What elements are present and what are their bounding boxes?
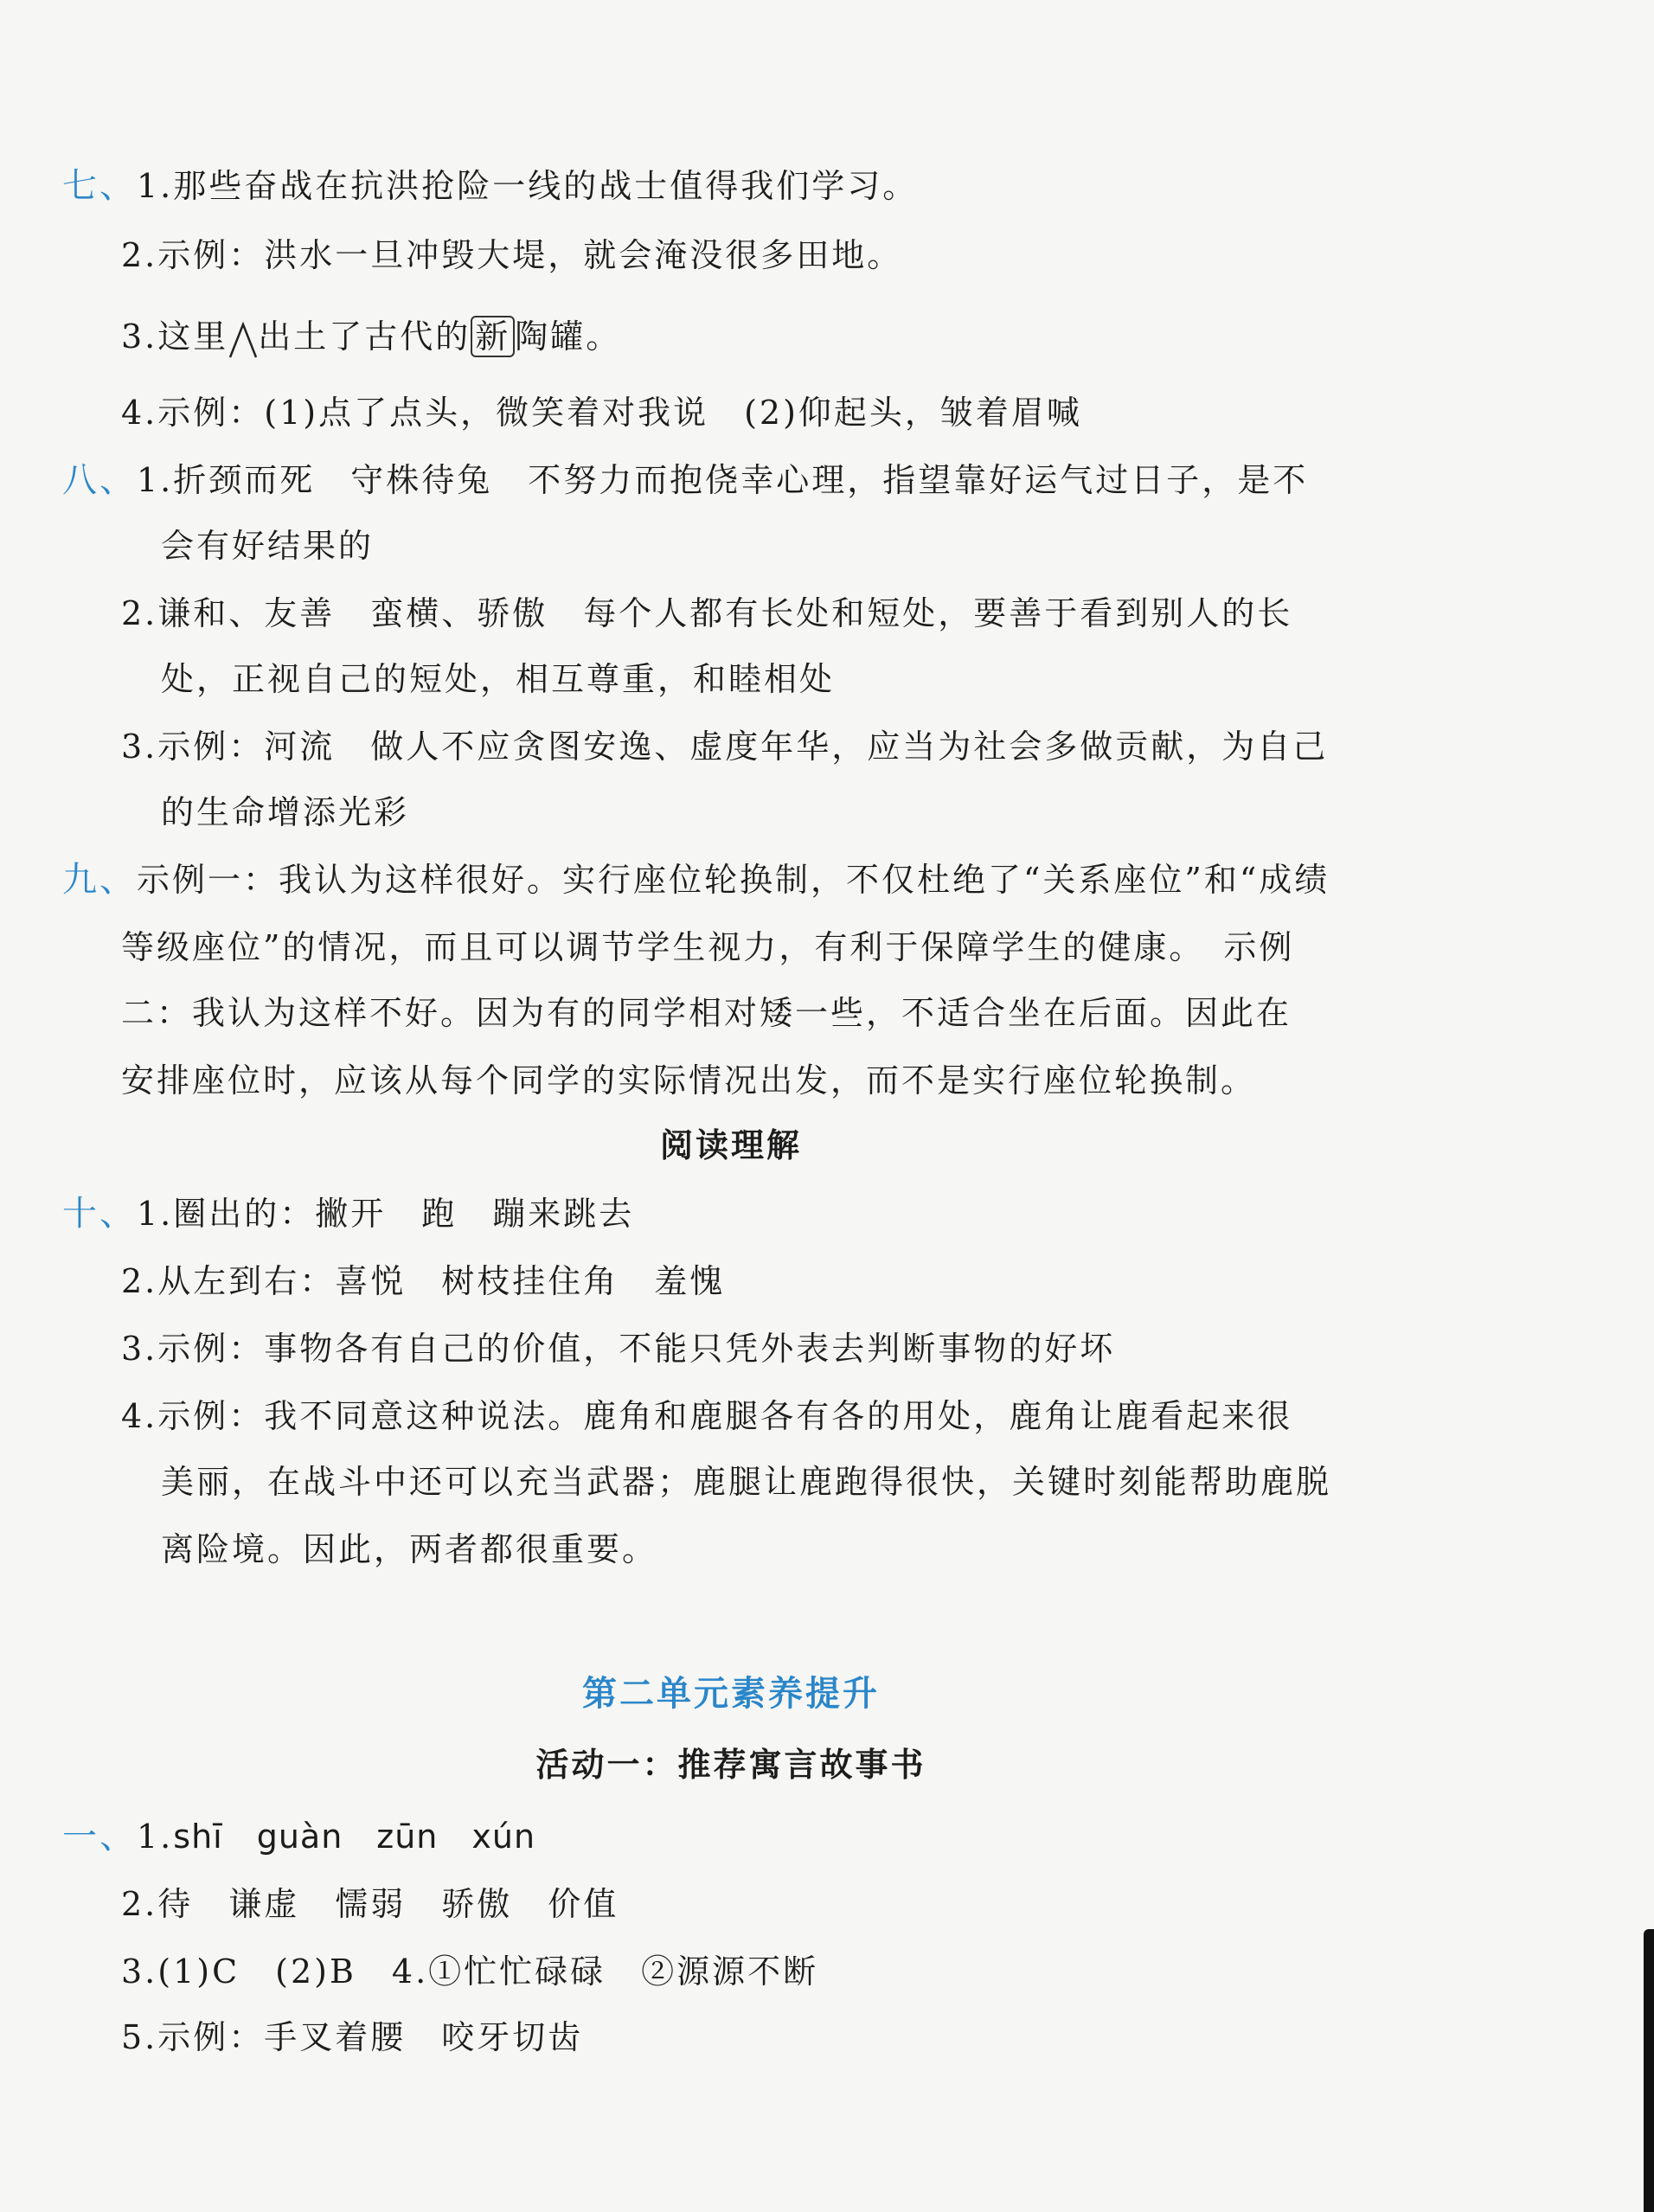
section-8-item-2-cont: 处，正视自己的短处，相互尊重，和睦相处 — [161, 660, 836, 698]
section-8-item-3-cont: 的生命增添光彩 — [161, 793, 410, 831]
section-1-item-5: 5.示例：手叉着腰 咬牙切齿 — [121, 2018, 584, 2056]
section-9-mark: 九、 — [62, 860, 137, 900]
section-7-item-3-prefix: 3.这里 — [121, 317, 229, 356]
insert-mark-icon — [228, 321, 258, 359]
section-9-text-3: 二：我认为这样不好。因为有的同学相对矮一些，不适合坐在后面。因此在 — [121, 994, 1292, 1032]
section-8-line-1 — [62, 458, 1308, 502]
section-10-item-4-cont-1: 美丽，在战斗中还可以充当武器；鹿腿让鹿跑得很快，关键时刻能帮助鹿脱 — [161, 1463, 1332, 1501]
section-10-item-2: 2.从左到右：喜悦 树枝挂住角 羞愧 — [121, 1262, 726, 1300]
section-7-item-2: 2.示例：洪水一旦冲毁大堤，就会淹没很多田地。 — [121, 236, 903, 274]
unit-heading: 第二单元素养提升 — [582, 1674, 880, 1714]
section-7-mark: 七、 — [62, 166, 137, 206]
section-10-line-1 — [62, 1192, 634, 1235]
section-8-item-1: 1.折颈而死 守株待兔 不努力而抱侥幸心理，指望靠好运气过日子，是不 — [137, 461, 1309, 499]
section-8-mark: 八、 — [62, 460, 137, 500]
section-7-line-1 — [62, 164, 918, 208]
section-8-item-2: 2.谦和、友善 蛮横、骄傲 每个人都有长处和短处，要善于看到别人的长 — [121, 594, 1293, 632]
section-1-item-3-4: 3.(1)C (2)B 4.①忙忙碌碌 ②源源不断 — [121, 1952, 819, 1991]
section-7-item-3-suffix: 陶罐。 — [515, 317, 622, 356]
section-9-text-2: 等级座位”的情况，而且可以调节学生视力，有利于保障学生的健康。 示例 — [121, 928, 1295, 966]
section-10-item-4-cont-2: 离险境。因此，两者都很重要。 — [161, 1530, 658, 1568]
scan-edge-shadow — [1644, 1929, 1654, 2212]
section-7-item-3 — [121, 315, 621, 359]
section-1-mark: 一、 — [62, 1817, 137, 1856]
section-1-line-1 — [62, 1815, 535, 1858]
section-8-item-3: 3.示例：河流 做人不应贪图安逸、虚度年华，应当为社会多做贡献，为自己 — [121, 728, 1329, 766]
section-1-item-2: 2.待 谦虚 懦弱 骄傲 价值 — [121, 1885, 619, 1923]
reading-heading: 阅读理解 — [659, 1126, 802, 1164]
section-8-item-1-cont: 会有好结果的 — [161, 527, 375, 565]
section-10-item-3: 3.示例：事物各有自己的价值，不能只凭外表去判断事物的好坏 — [121, 1330, 1116, 1368]
section-9-text-1: 示例一：我认为这样很好。实行座位轮换制，不仅杜绝了“关系座位”和“成绩 — [137, 861, 1330, 899]
pinyin-answer: shī guàn zūn xún — [173, 1818, 536, 1856]
section-1-item-1-number: 1. — [137, 1818, 174, 1856]
section-10-mark: 十、 — [62, 1194, 137, 1234]
section-10-item-1: 1.圈出的：撇开 跑 蹦来跳去 — [137, 1195, 635, 1233]
activity-heading: 活动一：推荐寓言故事书 — [535, 1746, 926, 1784]
section-9-text-4: 安排座位时，应该从每个同学的实际情况出发，而不是实行座位轮换制。 — [121, 1061, 1257, 1100]
section-7-item-3-middle: 出土了古代的 — [258, 317, 471, 356]
section-9-line-1 — [62, 858, 1330, 901]
section-7-item-4: 4.示例：(1)点了点头，微笑着对我说 (2)仰起头，皱着眉喊 — [121, 394, 1082, 432]
boxed-character: 新 — [471, 316, 515, 357]
section-10-item-4: 4.示例：我不同意这种说法。鹿角和鹿腿各有各的用处，鹿角让鹿看起来很 — [121, 1397, 1293, 1435]
section-7-item-1: 1.那些奋战在抗洪抢险一线的战士值得我们学习。 — [137, 167, 919, 205]
